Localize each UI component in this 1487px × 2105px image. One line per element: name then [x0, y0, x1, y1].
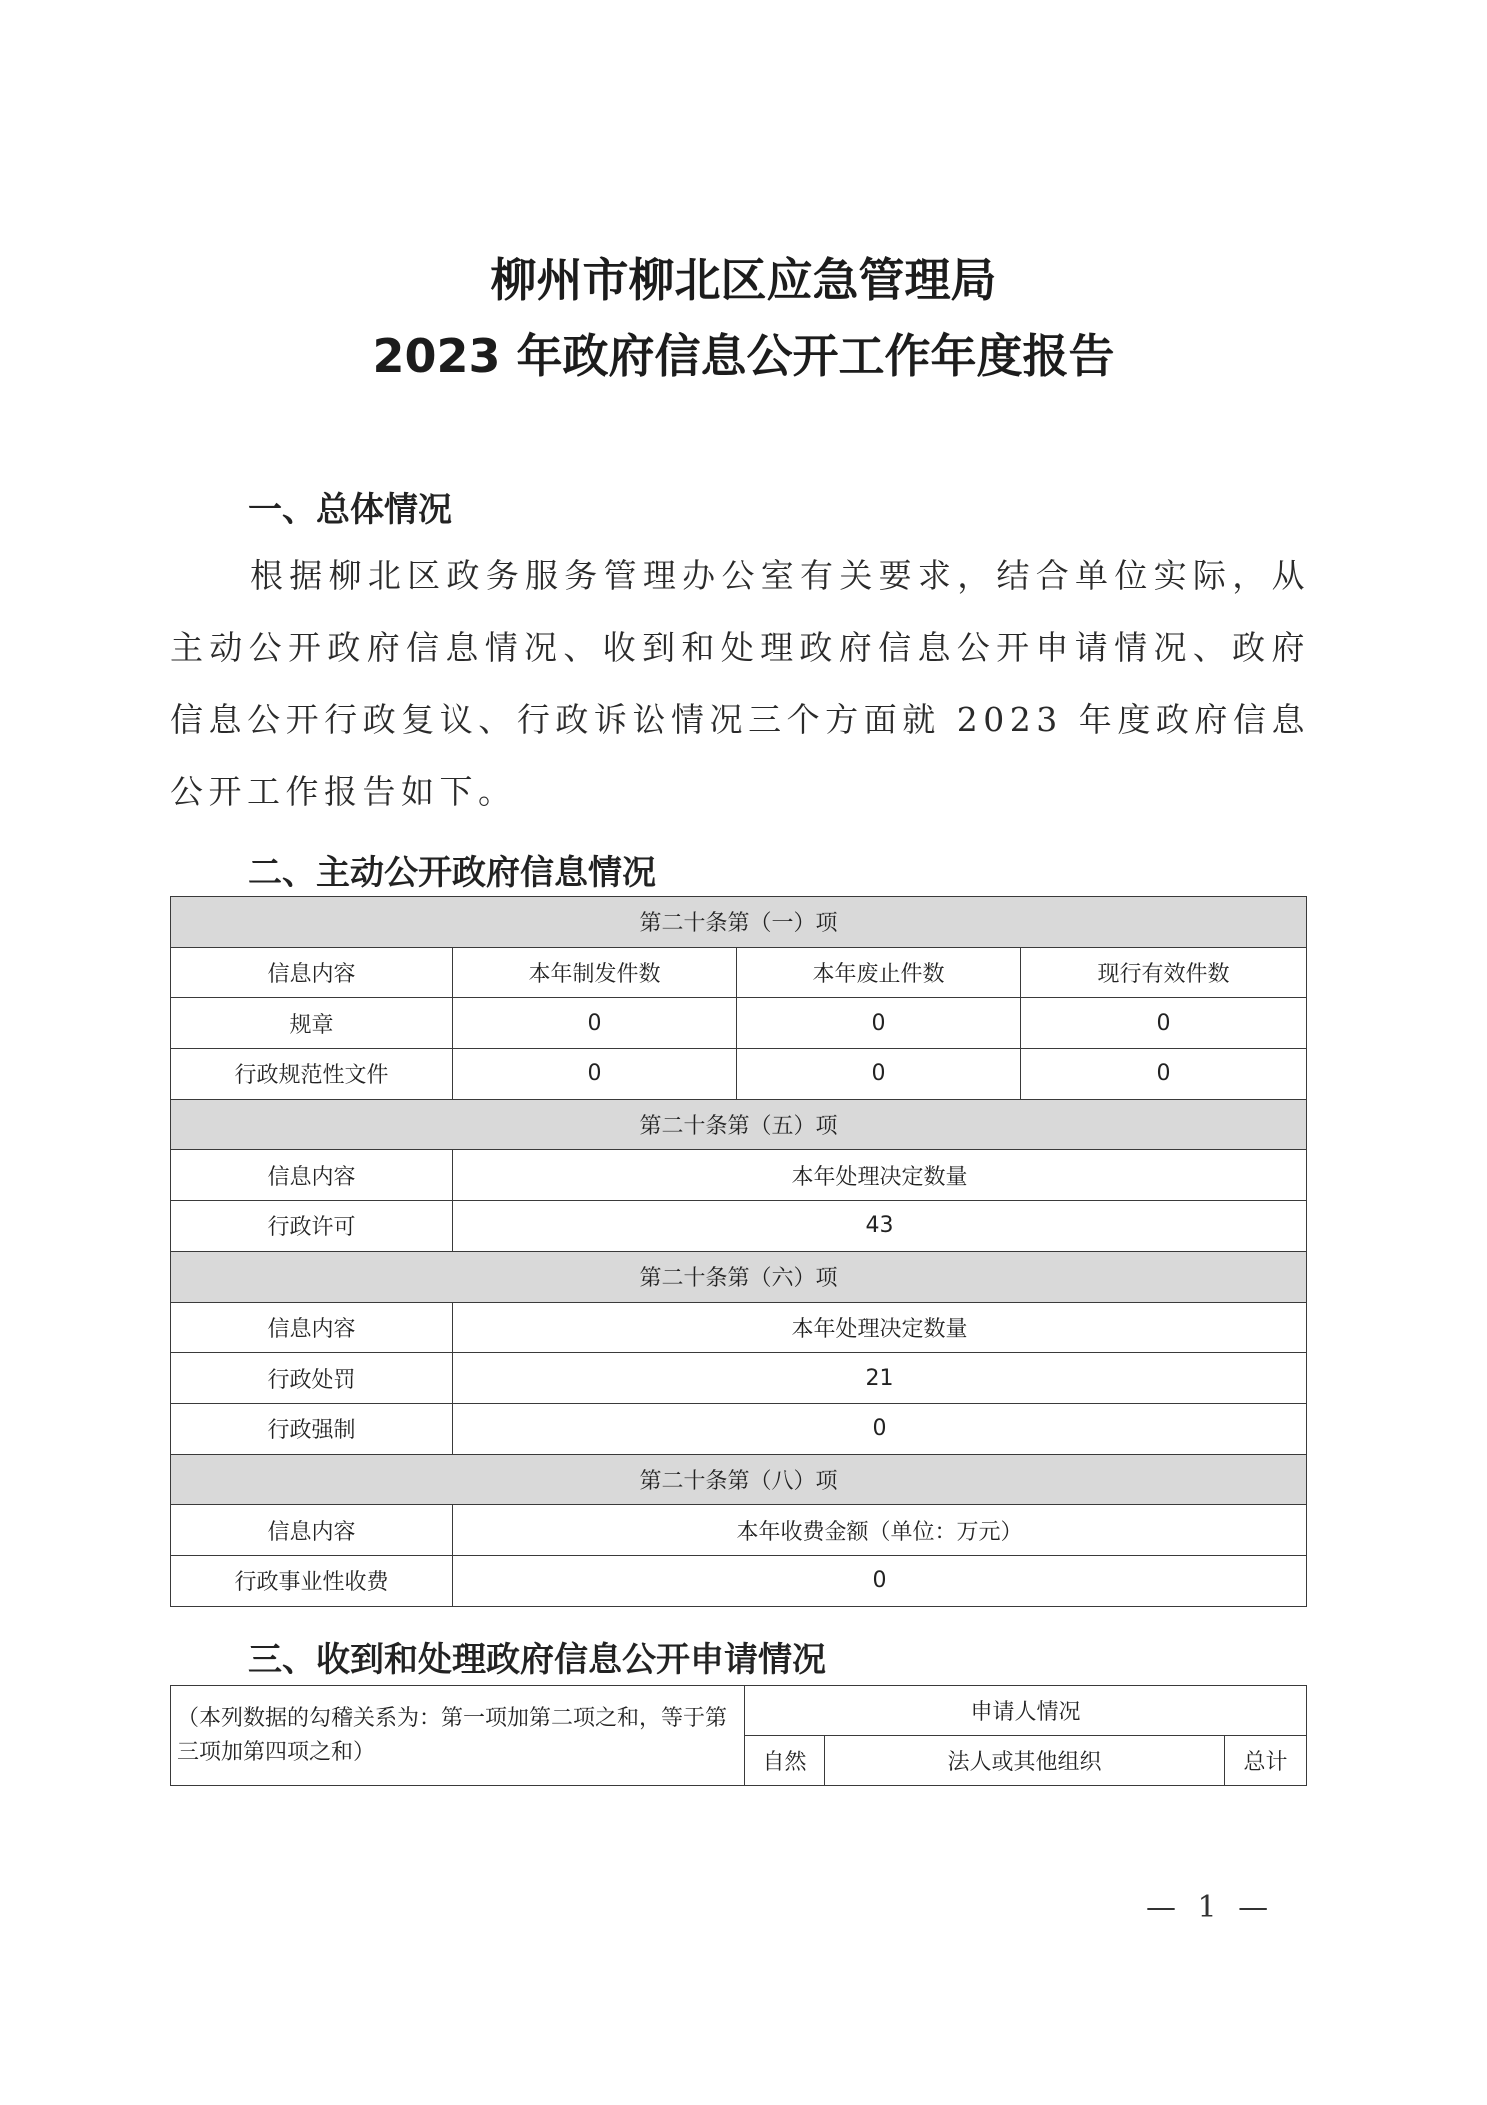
row-label: 行政处罚	[171, 1353, 453, 1404]
column-header: 本年处理决定数量	[453, 1302, 1307, 1353]
table-header-row	[171, 1150, 1307, 1201]
column-header: 本年制发件数	[453, 947, 737, 998]
table-section-row	[171, 1251, 1307, 1302]
table-cell: 0	[737, 998, 1021, 1049]
table-cell: 21	[453, 1353, 1307, 1404]
section2-heading: 二、主动公开政府信息情况	[248, 853, 656, 893]
report-title-line1: 柳州市柳北区应急管理局	[490, 253, 997, 307]
table-cell: 0	[453, 1403, 1307, 1454]
item6-title: 第二十条第（六）项	[171, 1251, 1307, 1302]
table-cell: 0	[737, 1049, 1021, 1100]
table-cell: 0	[453, 1049, 737, 1100]
table-row	[171, 998, 1307, 1049]
column-header: 信息内容	[171, 1302, 453, 1353]
table-cell: 0	[1021, 1049, 1307, 1100]
table-cell: 43	[453, 1201, 1307, 1252]
table-row	[171, 1353, 1307, 1404]
row-label: 行政强制	[171, 1403, 453, 1454]
column-header: 本年处理决定数量	[453, 1150, 1307, 1201]
column-header: 信息内容	[171, 1505, 453, 1556]
item5-title: 第二十条第（五）项	[171, 1099, 1307, 1150]
column-header: 本年废止件数	[737, 947, 1021, 998]
table-row	[171, 1555, 1307, 1606]
page-number: — 1 —	[1146, 1890, 1275, 1925]
table-section-row	[171, 1099, 1307, 1150]
column-header: 信息内容	[171, 1150, 453, 1201]
table-header-row	[171, 947, 1307, 998]
applicant-header: 申请人情况	[745, 1686, 1307, 1736]
section1-paragraph: 根据柳北区政务服务管理办公室有关要求，结合单位实际，从主动公开政府信息情况、收到和处理政府信息公开申请情况、政府信息公开行政复议、行政诉讼情况三个方面就 2023 年度政府信息公开工作报告如下。	[170, 556, 1310, 811]
section1-heading: 一、总体情况	[248, 490, 452, 530]
table-cell: 0	[1021, 998, 1307, 1049]
table-cell: 0	[453, 1555, 1307, 1606]
table-cell: 0	[453, 998, 737, 1049]
table-row	[171, 1201, 1307, 1252]
item1-title: 第二十条第（一）项	[171, 897, 1307, 948]
column-header: 现行有效件数	[1021, 947, 1307, 998]
table-header-row	[171, 1686, 1307, 1736]
application-table	[170, 1685, 1307, 1786]
row-label: 行政许可	[171, 1201, 453, 1252]
row-label: 行政事业性收费	[171, 1555, 453, 1606]
column-header: 信息内容	[171, 947, 453, 998]
row-label: 规章	[171, 998, 453, 1049]
table-row	[171, 1049, 1307, 1100]
table-header-row	[171, 1302, 1307, 1353]
column-header: 本年收费金额（单位：万元）	[453, 1505, 1307, 1556]
row-label: 行政规范性文件	[171, 1049, 453, 1100]
item8-title: 第二十条第（八）项	[171, 1454, 1307, 1505]
column-header: 总计	[1225, 1736, 1307, 1786]
active-disclosure-table	[170, 896, 1307, 1607]
report-title-line2: 2023 年政府信息公开工作年度报告	[372, 329, 1115, 383]
table-section-row	[171, 1454, 1307, 1505]
reconciliation-note: （本列数据的勾稽关系为：第一项加第二项之和，等于第三项加第四项之和）	[171, 1686, 745, 1786]
table-section-row	[171, 897, 1307, 948]
column-header: 自然	[745, 1736, 825, 1786]
table-row	[171, 1403, 1307, 1454]
column-header: 法人或其他组织	[825, 1736, 1225, 1786]
table-header-row	[171, 1505, 1307, 1556]
section3-heading: 三、收到和处理政府信息公开申请情况	[248, 1640, 826, 1680]
